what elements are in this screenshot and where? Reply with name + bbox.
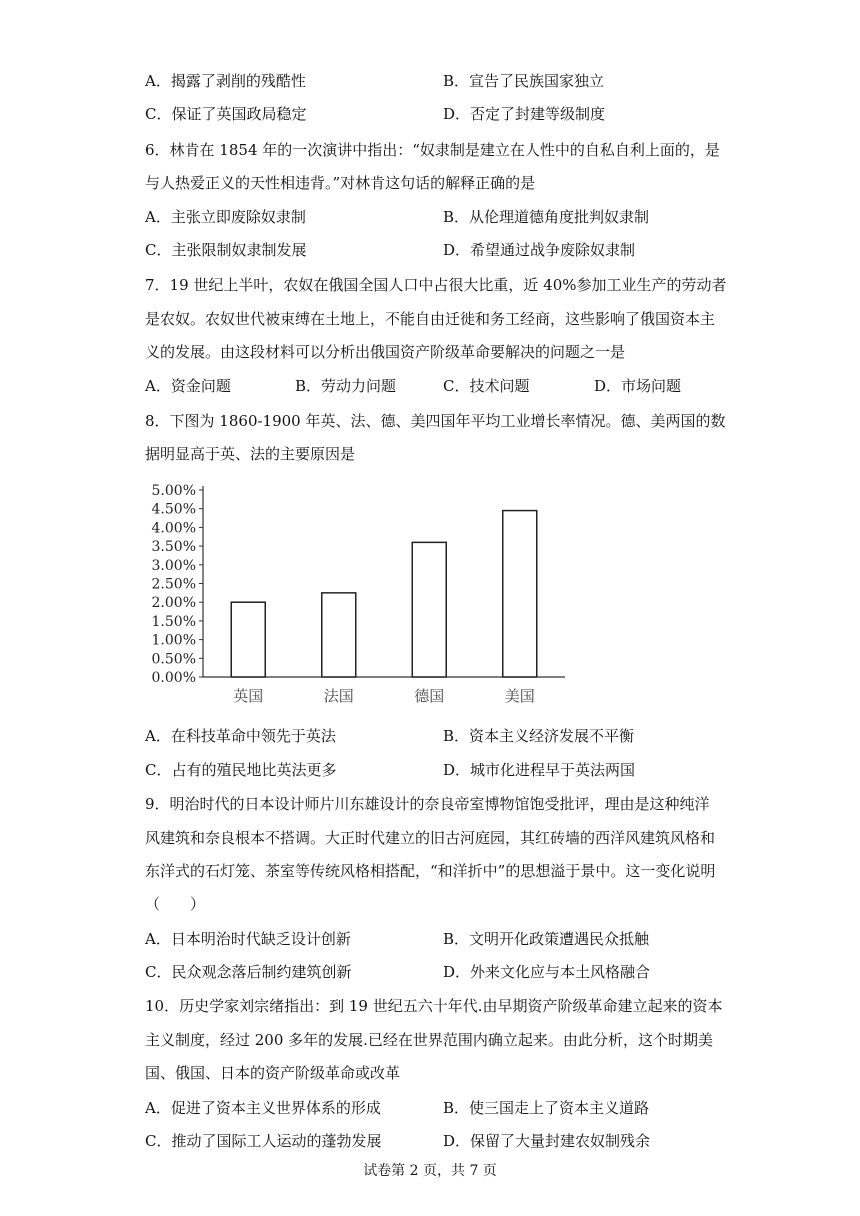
x-tick-label: 德国 <box>414 687 445 705</box>
q8-option-b[interactable]: B．资本主义经济发展不平衡 <box>443 727 635 745</box>
q5-option-c[interactable]: C．保证了英国政局稳定 <box>145 105 307 123</box>
y-tick-label: 0.00% <box>151 670 196 686</box>
q8-stem-line-1: 8．下图为 1860-1900 年英、法、德、美四国年平均工业增长率情况。德、美两国的数 <box>145 412 726 430</box>
x-tick-label: 英国 <box>233 687 264 705</box>
bar <box>503 511 537 677</box>
q6-option-b[interactable]: B．从伦理道德角度批判奴隶制 <box>443 208 650 226</box>
page-footer: 试卷第 2 页，共 7 页 <box>363 1163 497 1179</box>
q6-option-a[interactable]: A．主张立即废除奴隶制 <box>145 208 306 226</box>
bar <box>322 593 356 677</box>
q9-stem-line-1: 9．明治时代的日本设计师片川东雄设计的奈良帝室博物馆饱受批评，理由是这种纯洋 <box>145 795 710 813</box>
q5-option-a[interactable]: A．揭露了剥削的残酷性 <box>145 72 306 90</box>
y-tick-label: 4.00% <box>151 520 196 537</box>
q7-stem-line-2: 是农奴。农奴世代被束缚在土地上，不能自由迁徙和务工经商，这些影响了俄国资本主 <box>145 310 716 328</box>
q7-option-c[interactable]: C．技术问题 <box>443 377 530 395</box>
q6-option-c[interactable]: C．主张限制奴隶制发展 <box>145 241 307 259</box>
q7-option-a[interactable]: A．资金问题 <box>145 377 231 395</box>
q10-option-c[interactable]: C．推动了国际工人运动的蓬勃发展 <box>145 1132 382 1150</box>
q7-option-b[interactable]: B．劳动力问题 <box>295 377 397 395</box>
y-tick-label: 3.50% <box>151 539 196 556</box>
bar <box>231 602 265 677</box>
q9-option-c[interactable]: C．民众观念落后制约建筑创新 <box>145 963 352 981</box>
q9-option-d[interactable]: D．外来文化应与本土风格融合 <box>443 963 651 981</box>
q9-option-b[interactable]: B．文明开化政策遭遇民众抵触 <box>443 930 650 948</box>
q6-stem-line-1: 6．林肯在 1854 年的一次演讲中指出：“奴隶制是建立在人性中的自私自利上面的，是 <box>145 141 720 159</box>
q10-stem-line-1: 10．历史学家刘宗绪指出：到 19 世纪五六十年代.由早期资产阶级革命建立起来的资本 <box>145 997 723 1015</box>
q9-stem-line-4: （ ） <box>145 895 206 913</box>
q10-option-b[interactable]: B．使三国走上了资本主义道路 <box>443 1099 650 1117</box>
y-tick-label: 3.00% <box>151 557 196 574</box>
q5-option-d[interactable]: D．否定了封建等级制度 <box>443 105 606 123</box>
q6-stem-line-2: 与人热爱正义的天性相违背。”对林肯这句话的解释正确的是 <box>145 174 536 192</box>
q8-option-c[interactable]: C．占有的殖民地比英法更多 <box>145 761 337 779</box>
q5-option-b[interactable]: B．宣告了民族国家独立 <box>443 72 605 90</box>
growth-rate-bar-chart <box>145 476 575 716</box>
q10-stem-line-3: 国、俄国、日本的资产阶级革命或改革 <box>145 1064 401 1082</box>
q10-stem-line-2: 主义制度，经过 200 多年的发展.已经在世界范围内确立起来。由此分析，这个时期美 <box>145 1031 713 1049</box>
y-tick-label: 0.50% <box>151 651 196 668</box>
q9-stem-line-2: 风建筑和奈良根本不搭调。大正时代建立的旧古河庭园，其红砖墙的西洋风建筑风格和 <box>145 829 716 847</box>
q8-option-d[interactable]: D．城市化进程早于英法两国 <box>443 761 636 779</box>
y-tick-label: 5.00% <box>151 483 196 499</box>
y-tick-label: 1.50% <box>151 613 196 630</box>
y-tick-label: 1.00% <box>151 632 196 649</box>
q7-option-d[interactable]: D．市场问题 <box>594 377 682 395</box>
x-tick-label: 美国 <box>504 687 535 705</box>
q9-stem-line-3: 东洋式的石灯笼、茶室等传统风格相搭配，“和洋折中”的思想溢于景中。这一变化说明 <box>145 862 716 880</box>
q8-option-a[interactable]: A．在科技革命中领先于英法 <box>145 727 336 745</box>
y-tick-label: 2.50% <box>151 576 196 593</box>
q6-option-d[interactable]: D．希望通过战争废除奴隶制 <box>443 241 636 259</box>
q7-stem-line-1: 7．19 世纪上半叶，农奴在俄国全国人口中占很大比重，近 40%参加工业生产的劳动者 <box>145 276 727 294</box>
q10-option-a[interactable]: A．促进了资本主义世界体系的形成 <box>145 1099 381 1117</box>
x-tick-label: 法国 <box>323 687 354 705</box>
y-tick-label: 4.50% <box>151 501 196 518</box>
y-tick-label: 2.00% <box>151 595 196 612</box>
q10-option-d[interactable]: D．保留了大量封建农奴制残余 <box>443 1132 651 1150</box>
q7-stem-line-3: 义的发展。由这段材料可以分析出俄国资产阶级革命要解决的问题之一是 <box>145 343 626 361</box>
bar <box>412 542 446 677</box>
q9-option-a[interactable]: A．日本明治时代缺乏设计创新 <box>145 930 351 948</box>
q8-stem-line-2: 据明显高于英、法的主要原因是 <box>145 445 356 463</box>
